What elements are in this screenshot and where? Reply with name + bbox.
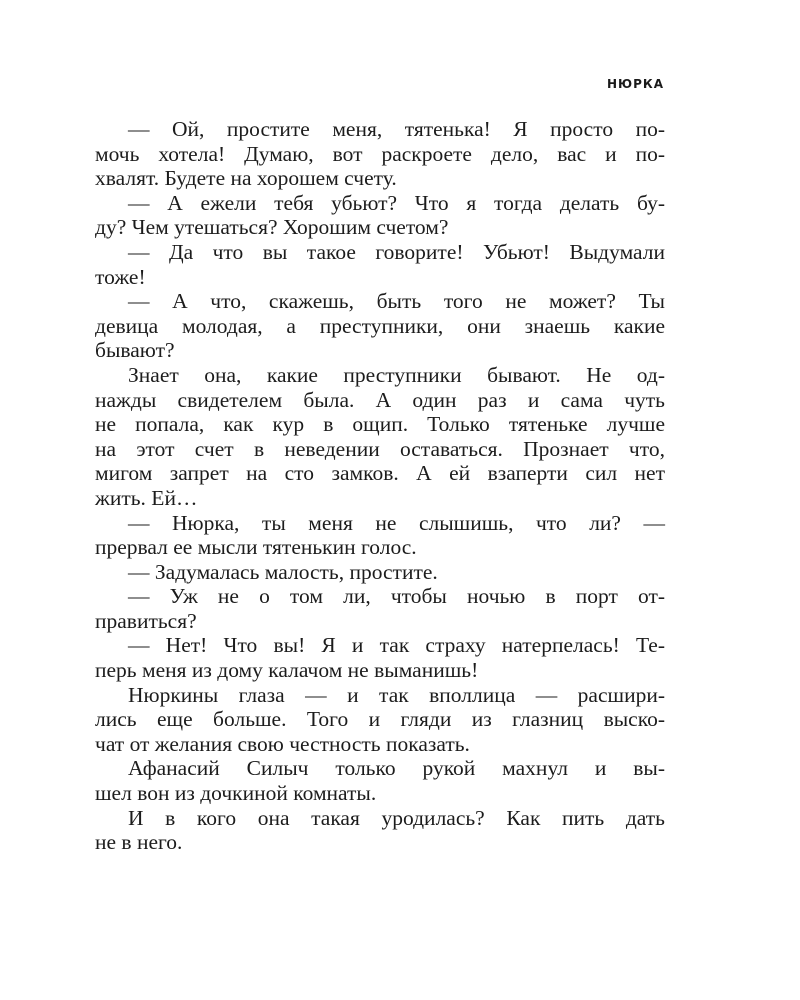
text-line: прервал ее мысли тятенькин голос. <box>95 535 417 560</box>
text-line: чат от желания свою честность показать. <box>95 731 470 756</box>
text-line: тоже! <box>95 264 146 289</box>
text-line: — Задумалась малость, простите. <box>128 559 438 584</box>
text-line: шел вон из дочкиной комнаты. <box>95 781 377 806</box>
text-line: — Уж не о том ли, чтобы ночью в порт от- <box>128 584 665 609</box>
text-line: — А ежели тебя убьют? Что я тогда делать бу- <box>128 190 665 215</box>
text-line: — Нюрка, ты меня не слышишь, что ли? — <box>128 510 665 535</box>
running-head-title: НЮРКА <box>606 77 664 91</box>
text-line: правиться? <box>95 608 197 633</box>
text-line: бывают? <box>95 338 175 363</box>
text-line: хвалят. Будете на хорошем счету. <box>95 166 397 191</box>
text-line: — Нет! Что вы! Я и так страху натерпелась! Те- <box>128 633 665 658</box>
text-line: Знает она, какие преступники бывают. Не од- <box>128 362 665 387</box>
text-line: на этот счет в неведении оставаться. Прознает что, <box>95 436 665 461</box>
text-line: мочь хотела! Думаю, вот раскроете дело, вас и по- <box>95 141 665 166</box>
body-text <box>95 117 665 855</box>
text-line: ду? Чем утешаться? Хорошим счетом? <box>95 215 449 240</box>
text-line: жить. Ей… <box>95 485 198 510</box>
text-line: не в него. <box>95 830 183 855</box>
text-line: мигом запрет на сто замков. А ей взаперти сил нет <box>95 461 665 486</box>
text-line: — Ой, простите меня, тятенька! Я просто по- <box>128 117 665 141</box>
text-line: — Да что вы такое говорите! Убьют! Выдумали <box>128 239 665 264</box>
text-line: И в кого она такая уродилась? Как пить дать <box>128 805 665 830</box>
text-line: лись еще больше. Того и гляди из глазниц выско- <box>95 707 665 732</box>
text-line: не попала, как кур в ощип. Только тятеньке лучше <box>95 412 665 437</box>
text-line: Нюркины глаза — и так вполлица — расшири- <box>128 682 665 707</box>
text-line: Афанасий Силыч только рукой махнул и вы- <box>128 756 665 781</box>
text-line: нажды свидетелем была. А один раз и сама чуть <box>95 387 665 412</box>
text-line: перь меня из дому калачом не выманишь! <box>95 658 479 683</box>
text-line: — А что, скажешь, быть того не может? Ты <box>128 289 665 314</box>
text-line: девица молодая, а преступники, они знаешь какие <box>95 313 665 338</box>
